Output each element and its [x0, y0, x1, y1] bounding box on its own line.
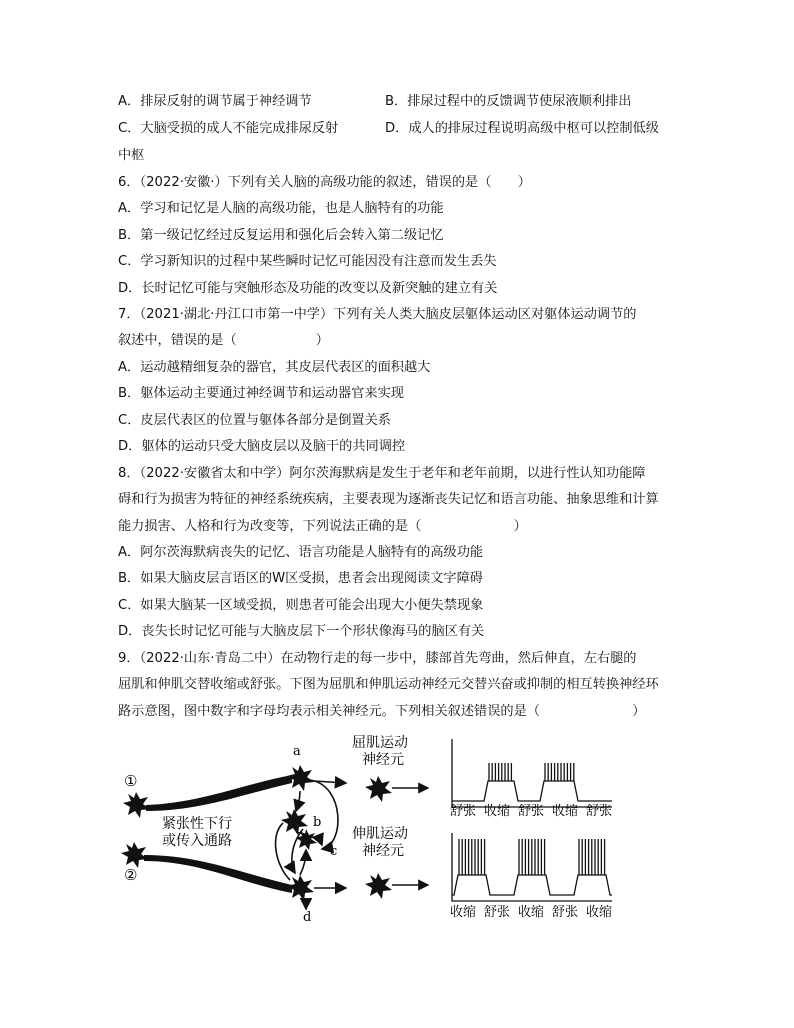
neuron-d	[287, 875, 314, 901]
trace-axis	[452, 739, 612, 807]
flexor-label-line1: 屈肌运动	[352, 735, 408, 751]
muscle-state-label: 舒张	[484, 905, 511, 920]
muscle-state-label: 舒张	[552, 905, 579, 920]
q5-option-b: B．排尿过程中的反馈调节使尿液顺利排出	[385, 94, 632, 109]
q8-option-b: B．如果大脑皮层言语区的W区受损，患者会出现阅读文字障碍	[118, 571, 483, 586]
muscle-state-label: 舒张	[586, 804, 613, 819]
muscle-state-label: 收缩	[552, 804, 579, 819]
label-a: a	[293, 744, 301, 759]
label-d: d	[303, 910, 312, 925]
q6-option-c: C．学习新知识的过程中某些瞬时记忆可能因没有注意而发生丢失	[118, 254, 497, 269]
pathway-label-line2: 或传入通路	[162, 833, 232, 849]
extensor-motor-neuron	[365, 873, 392, 899]
q5-option-d-continued: 中枢	[118, 148, 145, 163]
q8-option-d: D．丧失长时记忆可能与大脑皮层下一个形状像海马的脑区有关	[118, 624, 485, 639]
q7-option-c: C．皮层代表区的位置与躯体各部分是倒置关系	[118, 413, 391, 428]
label-b: b	[313, 815, 322, 830]
input-neuron-2	[121, 842, 148, 868]
extensor-label-line2: 神经元	[362, 843, 404, 859]
q6-stem: 6．（2022·安徽·）下列有关人脑的高级功能的叙述，错误的是（ ）	[118, 175, 531, 190]
muscle-state-label: 收缩	[518, 905, 545, 920]
q6-option-a: A．学习和记忆是人脑的高级功能，也是人脑特有的功能	[118, 201, 444, 216]
flexor-label-line2: 神经元	[362, 752, 404, 768]
q7-stem-line1: 7．（2021·湖北·丹江口市第一中学）下列有关人类大脑皮层躯体运动区对躯体运动调节的	[118, 307, 637, 322]
q8-stem-line3: 能力损害、人格和行为改变等，下列说法正确的是（ ）	[118, 519, 527, 534]
q8-option-a: A．阿尔茨海默病丧失的记忆、语言功能是人脑特有的高级功能	[118, 545, 484, 560]
muscle-state-label: 收缩	[450, 905, 477, 920]
q9-stem-line2: 屈肌和伸肌交替收缩或舒张。下图为屈肌和伸肌运动神经元交替兴奋或抑制的相互转换神经环	[118, 677, 659, 692]
q5-option-a: A．排尿反射的调节属于神经调节	[118, 94, 312, 109]
q8-stem-line1: 8．（2022·安徽省太和中学）阿尔茨海默病是发生于老年和老年前期，以进行性认知功能障	[118, 466, 646, 481]
muscle-state-label: 收缩	[484, 804, 511, 819]
pathway-label-line1: 紧张性下行	[162, 816, 232, 832]
q7-stem-line2: 叙述中，错误的是（ ）	[118, 333, 329, 348]
muscle-state-label: 收缩	[586, 905, 613, 920]
neural-circuit-figure	[0, 725, 794, 930]
input-neuron-1	[123, 792, 150, 818]
extensor-label-line1: 伸肌运动	[352, 826, 408, 842]
q7-option-d: D．躯体的运动只受大脑皮层以及脑干的共同调控	[118, 439, 406, 454]
q8-stem-line2: 碍和行为损害为特征的神经系统疾病，主要表现为逐渐丧失记忆和语言功能、抽象思维和计算	[118, 492, 659, 507]
flexor-recording-trace	[452, 739, 612, 807]
q6-option-b: B．第一级记忆经过反复运用和强化后会转入第二级记忆	[118, 228, 444, 243]
trace-envelope	[452, 875, 612, 895]
q7-option-a: A．运动越精细复杂的器官，其皮层代表区的面积越大	[118, 360, 431, 375]
extensor-recording-trace	[452, 833, 612, 901]
tract-1	[146, 775, 292, 811]
flexor-motor-neuron	[365, 776, 392, 802]
label-2: ②	[124, 866, 138, 884]
q6-option-d: D．长时记忆可能与突触形态及功能的改变以及新突触的建立有关	[118, 281, 498, 296]
tract-2	[144, 855, 292, 893]
muscle-state-label: 舒张	[450, 804, 477, 819]
q9-stem-line1: 9．（2022·山东·青岛二中）在动物行走的每一步中，膝部首先弯曲，然后伸直，左右腿的	[118, 651, 637, 666]
q8-option-c: C．如果大脑某一区域受损，则患者可能会出现大小便失禁现象	[118, 598, 484, 613]
label-c: c	[330, 844, 338, 859]
neuron-b	[281, 809, 308, 835]
neuron-a	[287, 765, 314, 791]
q9-stem-line3: 路示意图，图中数字和字母均表示相关神经元。下列相关叙述错误的是（ ）	[118, 704, 646, 719]
q5-option-c: C．大脑受损的成人不能完成排尿反射	[118, 121, 339, 136]
trace-envelope	[452, 781, 612, 801]
q5-option-d: D．成人的排尿过程说明高级中枢可以控制低级	[385, 121, 659, 136]
label-1: ①	[124, 772, 138, 790]
q7-option-b: B．躯体运动主要通过神经调节和运动器官来实现	[118, 386, 404, 401]
muscle-state-label: 舒张	[518, 804, 545, 819]
